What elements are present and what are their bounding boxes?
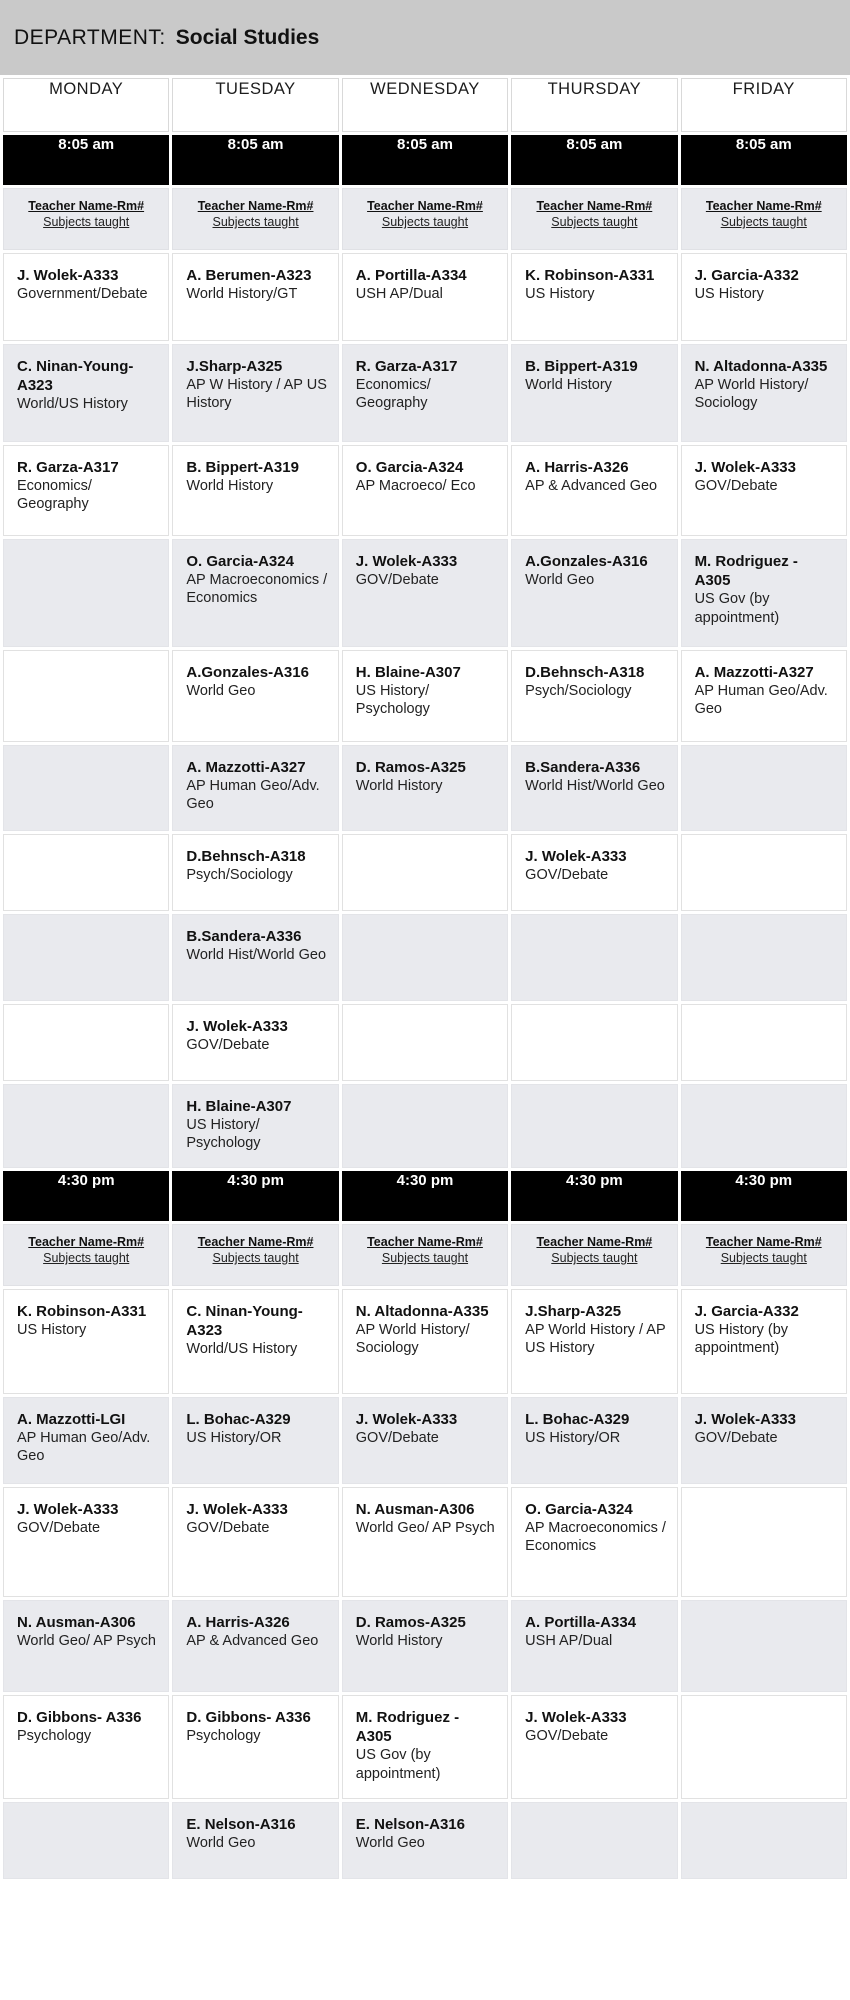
time-cell-am-friday: 8:05 am [681, 135, 847, 185]
teacher-name: N. Ausman-A306 [17, 1614, 136, 1631]
teacher-name: K. Robinson-A331 [525, 267, 655, 284]
teacher-name: J.Sharp-A325 [186, 358, 283, 375]
teacher-name: J. Wolek-A333 [694, 1411, 796, 1428]
subject-text: Psych/​Sociology [525, 683, 632, 700]
subject-text: World/​US History [17, 396, 128, 413]
schedule-cell-am-r3-friday [681, 445, 847, 536]
schedule-cell-pm-r3-wednesday [342, 1487, 508, 1597]
teacher-name: K. Robinson-A331 [17, 1303, 147, 1320]
schedule-cell-am-r7-wednesday [342, 834, 508, 911]
teacher-name: J. Garcia-A332 [694, 1303, 799, 1320]
schedule-cell-am-r7-monday [3, 834, 169, 911]
schedule-cell-am-r4-tuesday [172, 539, 338, 647]
teacher-name: A.Gonzales-A316 [186, 664, 309, 681]
schedule-cell-am-r4-wednesday [342, 539, 508, 647]
subject-text: GOV/​Debate [186, 1037, 270, 1054]
schedule-cell-am-r6-friday [681, 745, 847, 831]
schedule-cell-pm-r1-thursday [511, 1289, 677, 1394]
table-row [3, 445, 847, 536]
column-header-subjects-label: Subjects taught [43, 215, 130, 229]
subject-text: GOV/​Debate [525, 867, 609, 884]
column-header-cell-tuesday [172, 188, 338, 250]
schedule-cell-pm-r2-monday [3, 1397, 169, 1484]
teacher-name: M. Rodriguez - A305 [694, 553, 798, 590]
table-row [3, 1004, 847, 1081]
subject-text: US Gov (by appointment) [355, 1747, 441, 1782]
day-header-thursday: THURSDAY [511, 78, 677, 132]
time-cell-pm-friday: 4:30 pm [681, 1171, 847, 1221]
schedule-cell-am-r9-wednesday [342, 1004, 508, 1081]
column-header-cell-thursday [511, 188, 677, 250]
subject-text: US History/​OR [186, 1430, 282, 1447]
schedule-cell-am-r9-tuesday [172, 1004, 338, 1081]
teacher-name: D. Gibbons- A336 [186, 1709, 311, 1726]
subject-text: AP & Advanced Geo [186, 1633, 319, 1650]
teacher-name: D. Ramos-A325 [355, 759, 466, 776]
schedule-cell-pm-r1-wednesday [342, 1289, 508, 1394]
column-header-cell-tuesday [172, 1224, 338, 1286]
subject-text: AP World History/​Sociology [694, 377, 809, 412]
schedule-cell-am-r9-friday [681, 1004, 847, 1081]
schedule-cell-pm-r3-friday [681, 1487, 847, 1597]
schedule-cell-am-r6-tuesday [172, 745, 338, 831]
schedule-cell-am-r10-wednesday [342, 1084, 508, 1168]
schedule-cell-am-r8-wednesday [342, 914, 508, 1001]
schedule-cell-pm-r6-friday [681, 1802, 847, 1879]
subject-text: AP Macroeco/​ Eco [355, 478, 476, 495]
schedule-cell-am-r7-friday [681, 834, 847, 911]
subject-text: World Geo [186, 1835, 256, 1852]
schedule-cell-am-r1-wednesday [342, 253, 508, 341]
schedule-cell-am-r3-tuesday [172, 445, 338, 536]
schedule-cell-am-r5-friday [681, 650, 847, 742]
time-cell-pm-tuesday: 4:30 pm [172, 1171, 338, 1221]
day-header-tuesday: TUESDAY [172, 78, 338, 132]
schedule-cell-pm-r4-tuesday [172, 1600, 338, 1692]
teacher-name: J. Wolek-A333 [355, 1411, 458, 1428]
subject-text: USH AP/​Dual [525, 1633, 613, 1650]
teacher-name: L. Bohac-A329 [525, 1411, 630, 1428]
subject-text: World History [355, 778, 443, 795]
schedule-cell-pm-r5-monday [3, 1695, 169, 1799]
table-row [3, 1695, 847, 1799]
subject-text: Government/​Debate [17, 286, 148, 303]
column-header-teacher-label: Teacher Name-Rm# [536, 199, 653, 213]
schedule-cell-am-r8-thursday [511, 914, 677, 1001]
teacher-name: A. Mazzotti-LGI [17, 1411, 126, 1428]
subject-text: AP Human Geo/​Adv. Geo [17, 1430, 151, 1465]
schedule-cell-am-r5-monday [3, 650, 169, 742]
column-header-subjects-label: Subjects taught [43, 1251, 130, 1265]
subject-text: World Geo [186, 683, 256, 700]
schedule-cell-am-r5-thursday [511, 650, 677, 742]
schedule-cell-am-r4-monday [3, 539, 169, 647]
teacher-name: R. Garza-A317 [355, 358, 458, 375]
schedule-cell-pm-r2-tuesday [172, 1397, 338, 1484]
teacher-name: A. Harris-A326 [525, 459, 629, 476]
subject-text: GOV/​Debate [355, 1430, 439, 1447]
schedule-cell-am-r10-tuesday [172, 1084, 338, 1168]
time-row-am [3, 135, 847, 185]
schedule-cell-pm-r2-thursday [511, 1397, 677, 1484]
subject-text: US History [694, 286, 764, 303]
schedule-cell-am-r3-monday [3, 445, 169, 536]
teacher-name: D. Gibbons- A336 [17, 1709, 142, 1726]
subject-text: AP World History/​ Sociology [355, 1322, 470, 1357]
schedule-cell-am-r6-thursday [511, 745, 677, 831]
schedule-cell-am-r3-thursday [511, 445, 677, 536]
schedule-cell-am-r7-thursday [511, 834, 677, 911]
subject-text: AP Macroeconomics /​ Economics [186, 572, 328, 607]
table-row [3, 1397, 847, 1484]
teacher-name: N. Altadonna-A335 [694, 358, 828, 375]
teacher-name: J. Wolek-A333 [17, 1501, 119, 1518]
subject-text: World/​US History [186, 1341, 298, 1358]
schedule-cell-am-r4-thursday [511, 539, 677, 647]
subject-text: World Hist/​World Geo [525, 778, 665, 795]
table-row [3, 1802, 847, 1879]
column-header-subjects-label: Subjects taught [381, 215, 469, 229]
subject-text: Economics/​ Geography [355, 377, 431, 412]
subject-text: Psych/​Sociology [186, 867, 293, 884]
teacher-name: B.Sandera-A336 [525, 759, 641, 776]
subject-text: World Geo/​ AP Psych [17, 1633, 156, 1650]
subject-text: GOV/​Debate [694, 1430, 778, 1447]
table-row [3, 745, 847, 831]
teacher-name: O. Garcia-A324 [186, 553, 294, 570]
teacher-name: J. Garcia-A332 [694, 267, 799, 284]
schedule-cell-pm-r4-friday [681, 1600, 847, 1692]
subject-text: Psychology [17, 1728, 92, 1745]
table-row [3, 914, 847, 1001]
schedule-cell-pm-r3-tuesday [172, 1487, 338, 1597]
column-header-subjects-label: Subjects taught [212, 1251, 299, 1265]
subject-text: US Gov (by appointment) [694, 591, 780, 626]
teacher-name: D.Behnsch-A318 [186, 848, 306, 865]
column-header-subjects-label: Subjects taught [551, 1251, 638, 1265]
column-header-teacher-label: Teacher Name-Rm# [536, 1235, 653, 1249]
teacher-name: H. Blaine-A307 [186, 1098, 292, 1115]
schedule-cell-am-r8-tuesday [172, 914, 338, 1001]
schedule-cell-pm-r2-friday [681, 1397, 847, 1484]
subject-text: US History [17, 1322, 87, 1339]
subject-text: World History [355, 1633, 443, 1650]
subject-text: World Hist/​World Geo [186, 947, 327, 964]
teacher-name: J. Wolek-A333 [186, 1501, 288, 1518]
subject-text: US History/​ Psychology [355, 683, 430, 718]
subject-text: AP & Advanced Geo [525, 478, 658, 495]
column-header-cell-monday [3, 1224, 169, 1286]
schedule-cell-am-r1-tuesday [172, 253, 338, 341]
schedule-cell-am-r9-monday [3, 1004, 169, 1081]
column-header-subjects-label: Subjects taught [551, 215, 638, 229]
time-cell-pm-wednesday: 4:30 pm [342, 1171, 508, 1221]
schedule-table [0, 75, 850, 1882]
subject-text: World Geo [355, 1835, 425, 1852]
schedule-cell-am-r9-thursday [511, 1004, 677, 1081]
teacher-name: N. Ausman-A306 [355, 1501, 475, 1518]
schedule-cell-pm-r3-thursday [511, 1487, 677, 1597]
subject-text: World History [525, 377, 612, 394]
column-header-cell-friday [681, 188, 847, 250]
subject-text: World Geo/​ AP Psych [355, 1520, 495, 1537]
subject-text: US History [525, 286, 595, 303]
teacher-name: J. Wolek-A333 [694, 459, 796, 476]
subject-text: GOV/​Debate [186, 1520, 270, 1537]
schedule-cell-pm-r4-thursday [511, 1600, 677, 1692]
teacher-name: B. Bippert-A319 [525, 358, 638, 375]
teacher-name: B. Bippert-A319 [186, 459, 299, 476]
schedule-cell-am-r2-monday [3, 344, 169, 442]
department-label: DEPARTMENT: [14, 25, 166, 49]
column-header-subjects-label: Subjects taught [381, 1251, 469, 1265]
schedule-cell-pm-r5-friday [681, 1695, 847, 1799]
column-header-cell-friday [681, 1224, 847, 1286]
teacher-name: N. Altadonna-A335 [355, 1303, 489, 1320]
subject-text: GOV/​Debate [17, 1520, 101, 1537]
teacher-name: M. Rodriguez - A305 [355, 1709, 460, 1746]
schedule-cell-am-r6-wednesday [342, 745, 508, 831]
schedule-cell-am-r6-monday [3, 745, 169, 831]
table-row [3, 253, 847, 341]
teacher-name: A.Gonzales-A316 [525, 553, 648, 570]
subject-text: US History/​ Psychology [186, 1117, 261, 1152]
schedule-cell-am-r10-friday [681, 1084, 847, 1168]
subject-text: AP Macroeconomics /​Economics [525, 1520, 666, 1555]
schedule-cell-pm-r6-wednesday [342, 1802, 508, 1879]
column-header-teacher-label: Teacher Name-Rm# [367, 1235, 483, 1249]
schedule-cell-pm-r4-monday [3, 1600, 169, 1692]
department-header [0, 0, 850, 75]
time-cell-am-monday: 8:05 am [3, 135, 169, 185]
table-row [3, 1600, 847, 1692]
time-cell-pm-thursday: 4:30 pm [511, 1171, 677, 1221]
teacher-name: E. Nelson-A316 [355, 1816, 465, 1833]
schedule-cell-am-r8-monday [3, 914, 169, 1001]
column-header-teacher-label: Teacher Name-Rm# [705, 1235, 822, 1249]
teacher-name: B.Sandera-A336 [186, 928, 302, 945]
schedule-cell-am-r8-friday [681, 914, 847, 1001]
column-header-row-am [3, 188, 847, 250]
column-header-cell-thursday [511, 1224, 677, 1286]
schedule-cell-am-r5-wednesday [342, 650, 508, 742]
teacher-name: J.Sharp-A325 [525, 1303, 622, 1320]
table-row [3, 1289, 847, 1394]
subject-text: US History (by appointment) [694, 1322, 789, 1357]
schedule-cell-pm-r2-wednesday [342, 1397, 508, 1484]
teacher-name: E. Nelson-A316 [186, 1816, 296, 1833]
department-title: Social Studies [175, 25, 320, 49]
subject-text: USH AP/​Dual [355, 286, 443, 303]
schedule-cell-am-r2-friday [681, 344, 847, 442]
teacher-name: A. Mazzotti-A327 [694, 664, 814, 681]
schedule-cell-am-r2-thursday [511, 344, 677, 442]
time-cell-pm-monday: 4:30 pm [3, 1171, 169, 1221]
column-header-subjects-label: Subjects taught [720, 1251, 807, 1265]
time-cell-am-tuesday: 8:05 am [172, 135, 338, 185]
schedule-cell-pm-r6-monday [3, 1802, 169, 1879]
subject-text: GOV/​Debate [355, 572, 439, 589]
schedule-cell-am-r10-monday [3, 1084, 169, 1168]
subject-text: Psychology [186, 1728, 261, 1745]
schedule-cell-am-r1-thursday [511, 253, 677, 341]
schedule-cell-pm-r5-tuesday [172, 1695, 338, 1799]
schedule-cell-am-r10-thursday [511, 1084, 677, 1168]
teacher-name: J. Wolek-A333 [525, 1709, 627, 1726]
teacher-name: A. Berumen-A323 [186, 267, 312, 284]
subject-text: GOV/​Debate [525, 1728, 609, 1745]
schedule-cell-pm-r5-wednesday [342, 1695, 508, 1799]
column-header-row-pm [3, 1224, 847, 1286]
column-header-teacher-label: Teacher Name-Rm# [705, 199, 822, 213]
schedule-cell-pm-r6-thursday [511, 1802, 677, 1879]
teacher-name: O. Garcia-A324 [525, 1501, 633, 1518]
teacher-name: D.Behnsch-A318 [525, 664, 645, 681]
schedule-cell-am-r2-tuesday [172, 344, 338, 442]
day-header-wednesday: WEDNESDAY [342, 78, 508, 132]
schedule-cell-am-r2-wednesday [342, 344, 508, 442]
teacher-name: H. Blaine-A307 [355, 664, 461, 681]
schedule-cell-am-r3-wednesday [342, 445, 508, 536]
schedule-cell-pm-r4-wednesday [342, 1600, 508, 1692]
subject-text: US History/​OR [525, 1430, 621, 1447]
subject-text: World History/​GT [186, 286, 298, 303]
teacher-name: D. Ramos-A325 [355, 1614, 466, 1631]
schedule-cell-pm-r1-friday [681, 1289, 847, 1394]
column-header-subjects-label: Subjects taught [212, 215, 299, 229]
schedule-cell-am-r1-friday [681, 253, 847, 341]
column-header-cell-wednesday [342, 188, 508, 250]
table-row [3, 1487, 847, 1597]
teacher-name: J. Wolek-A333 [355, 553, 458, 570]
table-row [3, 1084, 847, 1168]
subject-text: AP World History /​ AP US History [525, 1322, 666, 1357]
column-header-teacher-label: Teacher Name-Rm# [28, 1235, 145, 1249]
schedule-cell-am-r1-monday [3, 253, 169, 341]
teacher-name: O. Garcia-A324 [355, 459, 464, 476]
teacher-name: C. Ninan-Young-A323 [186, 1303, 303, 1340]
time-cell-am-thursday: 8:05 am [511, 135, 677, 185]
column-header-teacher-label: Teacher Name-Rm# [367, 199, 483, 213]
table-row [3, 539, 847, 647]
teacher-name: A. Portilla-A334 [525, 1614, 637, 1631]
teacher-name: L. Bohac-A329 [186, 1411, 291, 1428]
subject-text: World History [186, 478, 274, 495]
column-header-teacher-label: Teacher Name-Rm# [197, 199, 314, 213]
table-row [3, 344, 847, 442]
schedule-cell-pm-r1-tuesday [172, 1289, 338, 1394]
column-header-cell-wednesday [342, 1224, 508, 1286]
teacher-name: A. Mazzotti-A327 [186, 759, 306, 776]
subject-text: AP Human Geo/​Adv. Geo [694, 683, 828, 718]
schedule-cell-am-r5-tuesday [172, 650, 338, 742]
time-cell-am-wednesday: 8:05 am [342, 135, 508, 185]
column-header-cell-monday [3, 188, 169, 250]
subject-text: World Geo [525, 572, 595, 589]
schedule-cell-pm-r5-thursday [511, 1695, 677, 1799]
day-header-monday: MONDAY [3, 78, 169, 132]
subject-text: AP W History /​ AP US History [186, 377, 327, 412]
teacher-name: C. Ninan-Young-A323 [17, 358, 134, 395]
teacher-name: J. Wolek-A333 [17, 267, 119, 284]
schedule-cell-am-r4-friday [681, 539, 847, 647]
teacher-name: A. Harris-A326 [186, 1614, 290, 1631]
schedule-cell-pm-r6-tuesday [172, 1802, 338, 1879]
teacher-name: J. Wolek-A333 [525, 848, 627, 865]
subject-text: Economics/​Geography [17, 478, 92, 513]
column-header-subjects-label: Subjects taught [720, 215, 807, 229]
teacher-name: A. Portilla-A334 [355, 267, 467, 284]
schedule-cell-pm-r3-monday [3, 1487, 169, 1597]
day-header-friday: FRIDAY [681, 78, 847, 132]
column-header-teacher-label: Teacher Name-Rm# [197, 1235, 314, 1249]
table-row [3, 834, 847, 911]
time-row-pm [3, 1171, 847, 1221]
schedule-cell-pm-r1-monday [3, 1289, 169, 1394]
table-row [3, 650, 847, 742]
teacher-name: J. Wolek-A333 [186, 1018, 288, 1035]
day-header-row [3, 78, 847, 132]
column-header-teacher-label: Teacher Name-Rm# [28, 199, 145, 213]
teacher-name: R. Garza-A317 [17, 459, 119, 476]
subject-text: AP Human Geo/​Adv. Geo [186, 778, 320, 813]
schedule-cell-am-r7-tuesday [172, 834, 338, 911]
subject-text: GOV/​Debate [694, 478, 778, 495]
